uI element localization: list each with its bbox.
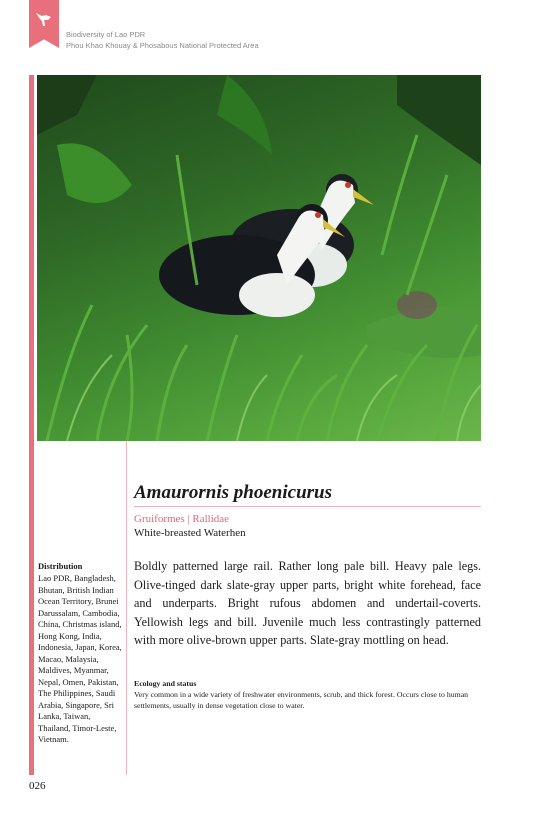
header-subtitle: Phou Khao Khouay & Phosabous National Protected Area: [66, 41, 259, 50]
crane-logo: [29, 0, 59, 48]
distribution-text: Lao PDR, Bangladesh, Bhutan, British Indian Ocean Territory, Brunei Darussalam, Cambodia, China, Christmas island, Hong Kong, India, Indonesia, Japan, Korea, Macao, Malaysia, Maldives, Myanmar, Nepal, Omen, Pakistan, The Philippines, Saudi Arabia, Singapore, Sri Lanka, Taiwan, Thailand, Timor-Leste, Vietnam.: [38, 573, 122, 744]
ecology-text: Very common in a wide variety of freshwater environments, scrub, and thick forest. Occurs close to human settlements, usually in dense vegetation close to water.: [134, 690, 469, 710]
distribution-heading: Distribution: [38, 561, 83, 571]
accent-bar: [29, 75, 34, 775]
bird-photo: [37, 75, 481, 441]
crane-icon: [33, 8, 55, 30]
header-title: Biodiversity of Lao PDR: [66, 30, 146, 39]
title-rule: [134, 506, 481, 507]
species-description: Boldly patterned large rail. Rather long pale bill. Heavy pale legs. Olive-tinged dark slate-gray upper parts, bright white forehead, face and underparts. Bright rufous abdomen and undertail-coverts. Yellowish legs and bill. Juvenile much less contrastingly patterned with more olive-brown upper parts. Slate-gray mottling on head.: [134, 559, 481, 648]
scientific-name: Amaurornis phoenicurus: [134, 482, 332, 503]
page-number: 026: [29, 780, 46, 792]
page-header: [66, 29, 259, 51]
ecology-heading: Ecology and status: [134, 679, 197, 688]
common-name: White-breasted Waterhen: [134, 527, 246, 539]
taxonomy: Gruiformes | Rallidae: [134, 513, 230, 525]
column-divider: [126, 441, 127, 775]
